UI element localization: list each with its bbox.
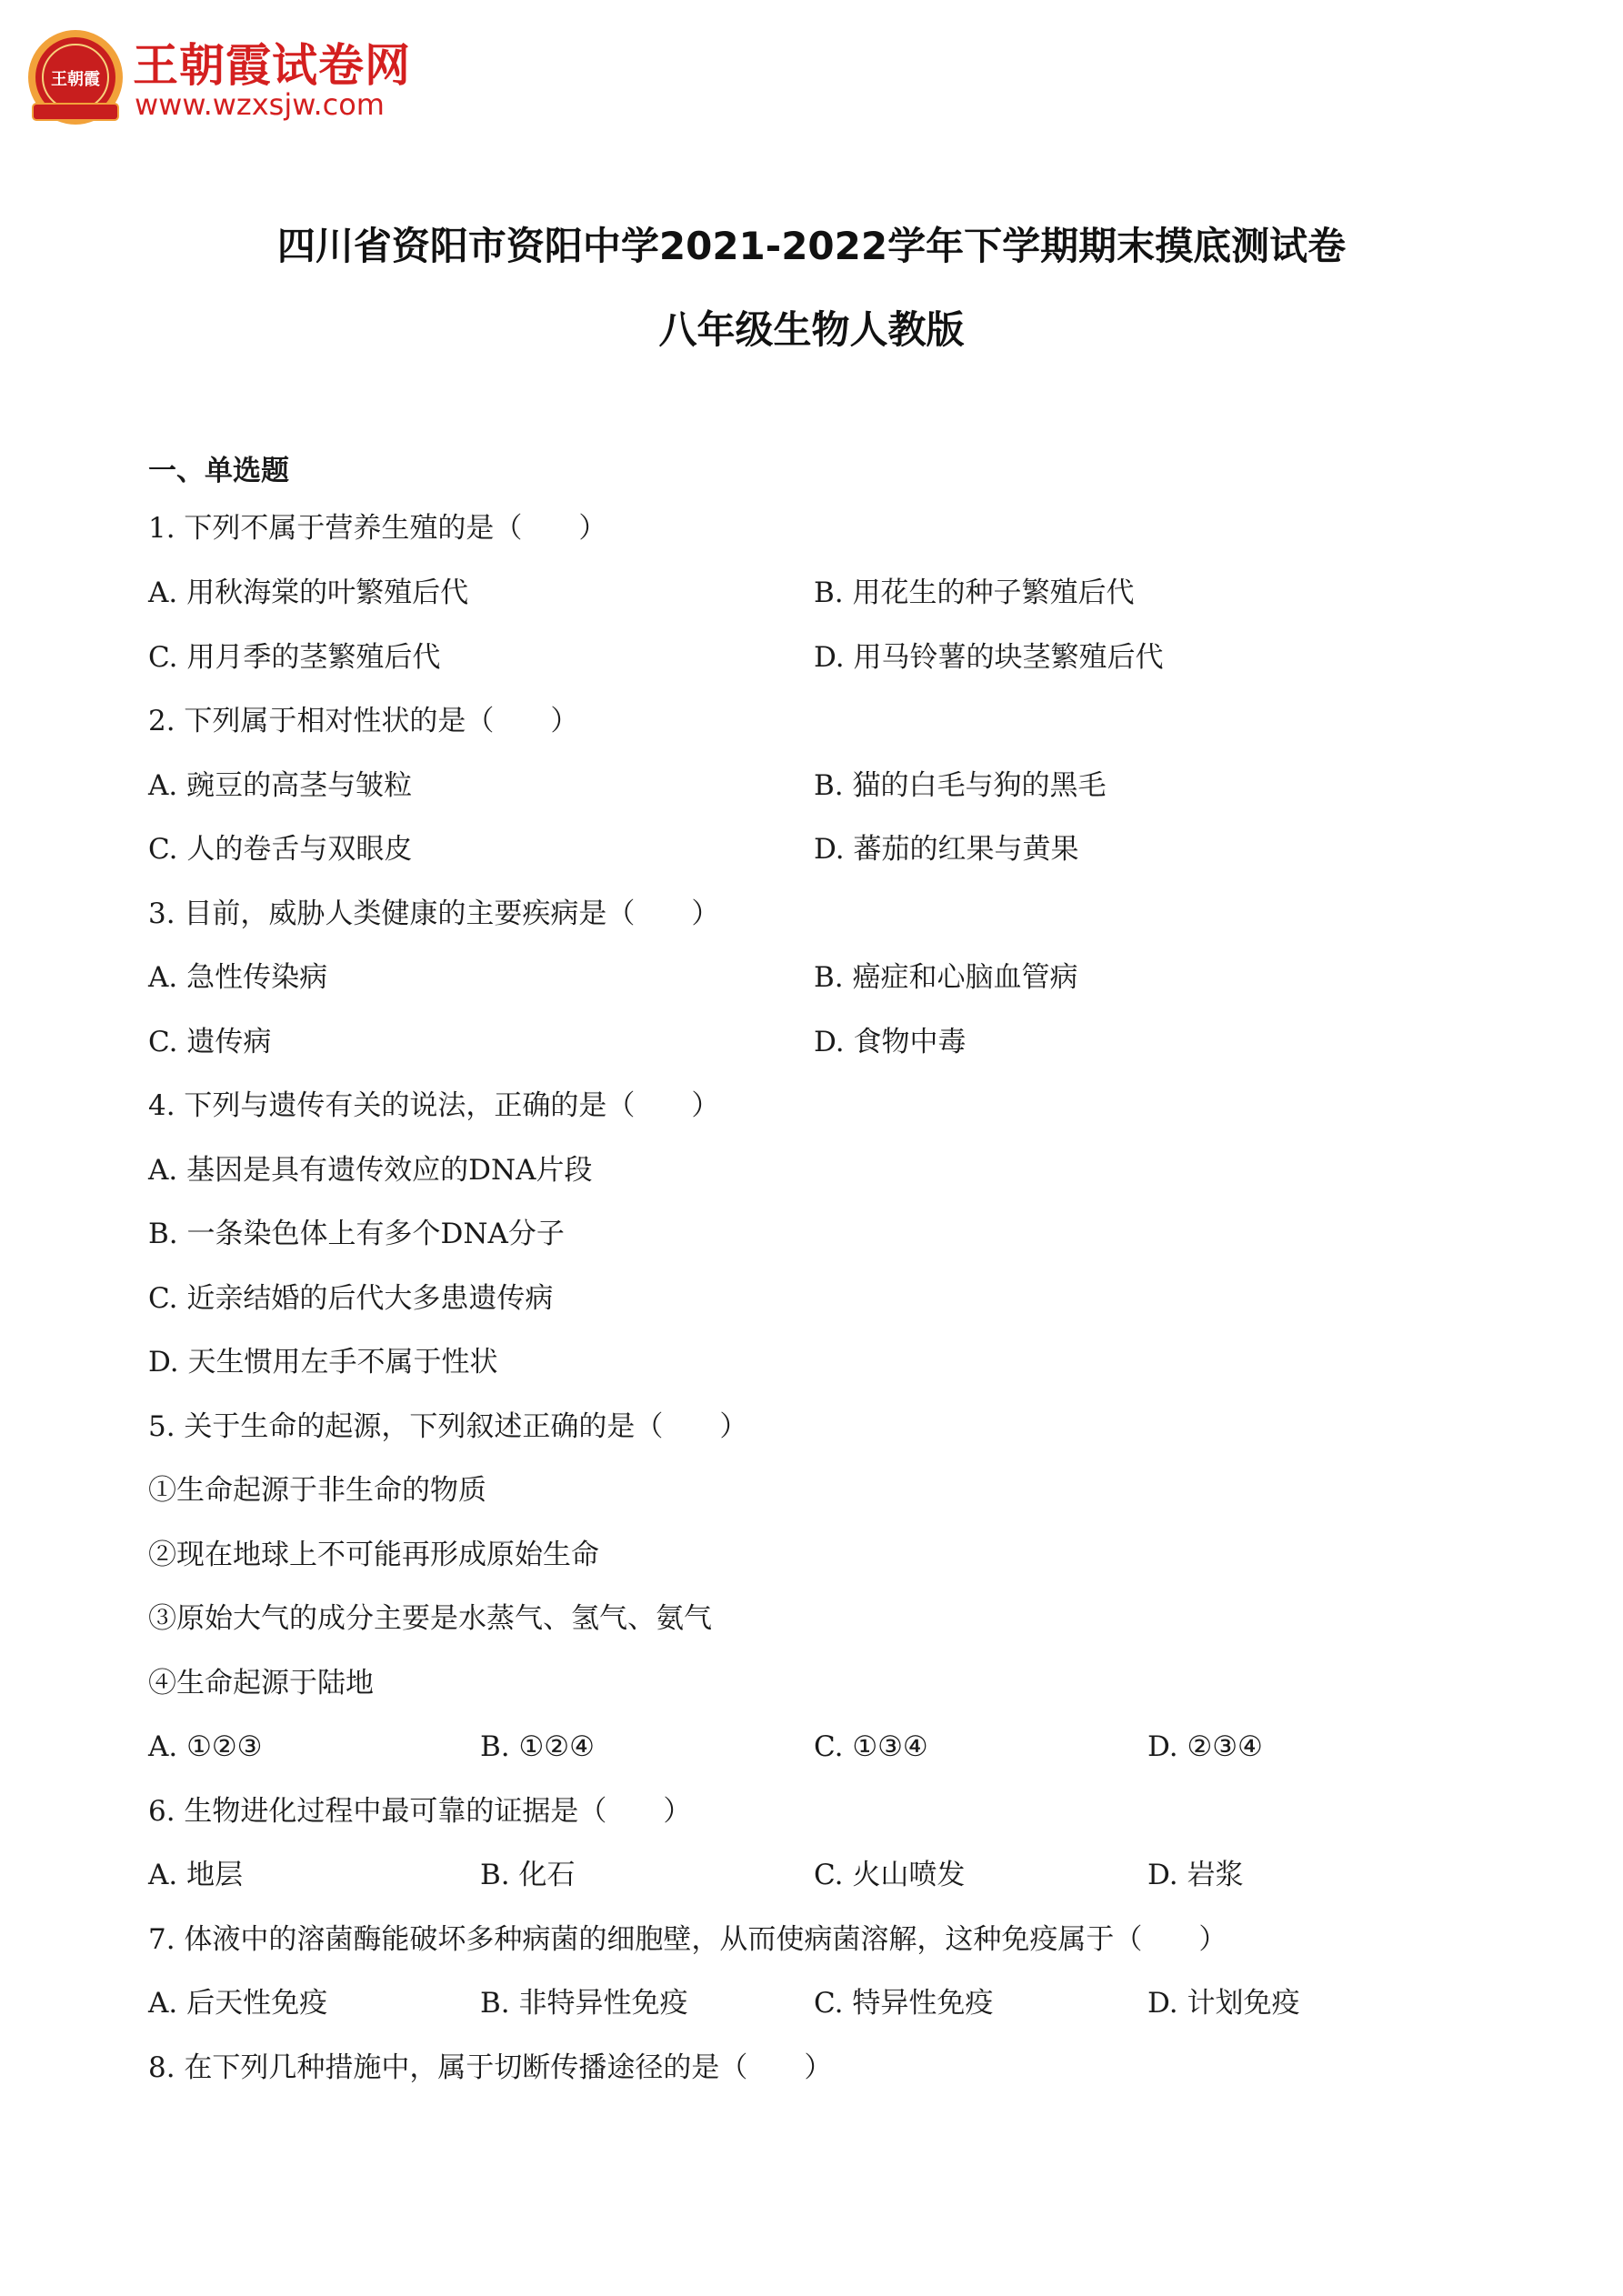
q4-option-d: D. 天生惯用左手不属于性状 bbox=[148, 1346, 498, 1379]
q1-option-b: B. 用花生的种子繁殖后代 bbox=[814, 577, 1135, 609]
q3-option-c: C. 遗传病 bbox=[148, 1026, 272, 1058]
q6-option-c: C. 火山喷发 bbox=[814, 1859, 966, 1891]
seal-icon bbox=[25, 27, 125, 127]
site-name: 王朝霞试卷网 bbox=[133, 39, 411, 92]
q6-option-b: B. 化石 bbox=[480, 1859, 576, 1891]
q4-option-a: A. 基因是具有遗传效应的DNA片段 bbox=[148, 1154, 593, 1187]
q2-option-a: A. 豌豆的高茎与皱粒 bbox=[148, 769, 413, 802]
question-4-stem: 4. 下列与遗传有关的说法，正确的是（ ） bbox=[148, 1089, 720, 1122]
question-6-stem: 6. 生物进化过程中最可靠的证据是（ ） bbox=[148, 1795, 692, 1828]
q6-option-d: D. 岩浆 bbox=[1147, 1859, 1244, 1891]
q5-statement-3: ③原始大气的成分主要是水蒸气、氢气、氨气 bbox=[148, 1602, 712, 1635]
q3-option-d: D. 食物中毒 bbox=[814, 1026, 967, 1058]
question-7-stem: 7. 体液中的溶菌酶能破坏多种病菌的细胞壁，从而使病菌溶解，这种免疫属于（ ） bbox=[148, 1923, 1227, 1956]
question-8-stem: 8. 在下列几种措施中，属于切断传播途径的是（ ） bbox=[148, 2051, 833, 2084]
q3-option-a: A. 急性传染病 bbox=[148, 961, 328, 994]
q4-option-b: B. 一条染色体上有多个DNA分子 bbox=[148, 1218, 565, 1250]
question-2-stem: 2. 下列属于相对性状的是（ ） bbox=[148, 705, 579, 737]
q2-option-d: D. 蕃茄的红果与黄果 bbox=[814, 833, 1079, 866]
seal-text: 王朝霞 bbox=[51, 70, 100, 89]
question-1-stem: 1. 下列不属于营养生殖的是（ ） bbox=[148, 512, 607, 545]
q3-option-b: B. 癌症和心脑血管病 bbox=[814, 961, 1078, 994]
document-subtitle: 八年级生物人教版 bbox=[658, 307, 965, 352]
q5-statement-2: ②现在地球上不可能再形成原始生命 bbox=[148, 1539, 599, 1571]
q1-option-d: D. 用马铃薯的块茎繁殖后代 bbox=[814, 641, 1164, 674]
q7-option-c: C. 特异性免疫 bbox=[814, 1987, 994, 2020]
site-url: www.wzxsjw.com bbox=[135, 87, 385, 122]
question-3-stem: 3. 目前，威胁人类健康的主要疾病是（ ） bbox=[148, 897, 720, 930]
q5-option-c: C. ①③④ bbox=[814, 1730, 928, 1763]
section-heading: 一、单选题 bbox=[148, 455, 289, 487]
q5-option-b: B. ①②④ bbox=[480, 1730, 595, 1763]
q5-option-d: D. ②③④ bbox=[1147, 1730, 1263, 1763]
q5-statement-4: ④生命起源于陆地 bbox=[148, 1667, 374, 1699]
q4-option-c: C. 近亲结婚的后代大多患遗传病 bbox=[148, 1282, 554, 1315]
q5-statement-1: ①生命起源于非生命的物质 bbox=[148, 1474, 486, 1507]
document-title: 四川省资阳市资阳中学2021-2022学年下学期期末摸底测试卷 bbox=[276, 224, 1347, 268]
q1-option-c: C. 用月季的茎繁殖后代 bbox=[148, 641, 441, 674]
q6-option-a: A. 地层 bbox=[148, 1859, 244, 1891]
q7-option-d: D. 计划免疫 bbox=[1147, 1987, 1300, 2020]
q2-option-c: C. 人的卷舌与双眼皮 bbox=[148, 833, 413, 866]
question-5-stem: 5. 关于生命的起源，下列叙述正确的是（ ） bbox=[148, 1410, 748, 1443]
q7-option-b: B. 非特异性免疫 bbox=[480, 1987, 688, 2020]
q2-option-b: B. 猫的白毛与狗的黑毛 bbox=[814, 769, 1107, 802]
site-logo bbox=[25, 27, 411, 127]
q1-option-a: A. 用秋海棠的叶繁殖后代 bbox=[148, 577, 469, 609]
q7-option-a: A. 后天性免疫 bbox=[148, 1987, 328, 2020]
q5-option-a: A. ①②③ bbox=[148, 1730, 263, 1763]
